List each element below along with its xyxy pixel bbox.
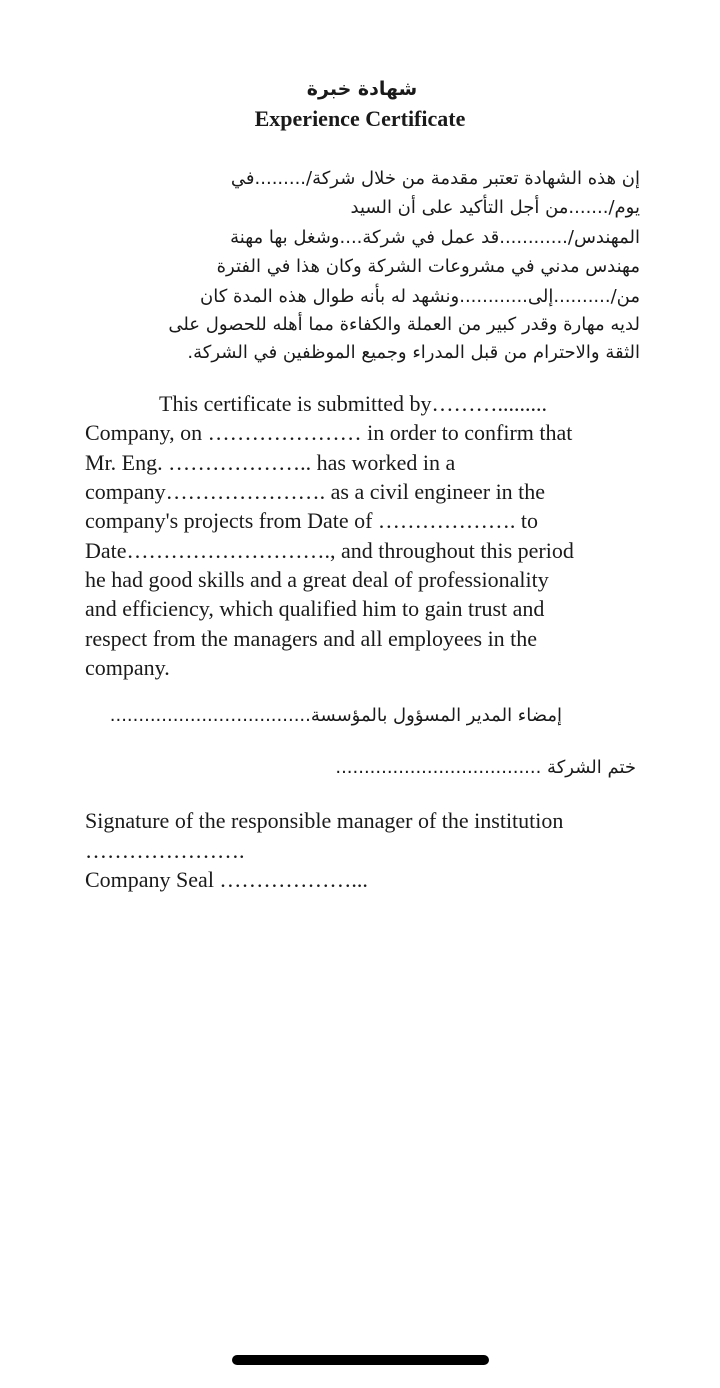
- signature-arabic: إمضاء المدير المسؤول بالمؤسسة............…....................: [109, 705, 562, 726]
- english-line: company's projects from Date of ………………. to: [85, 508, 539, 533]
- arabic-line: الثقة والاحترام من قبل المدراء وجميع الموظفين في الشركة.: [187, 342, 640, 363]
- arabic-line: مهندس مدني في مشروعات الشركة وكان هذا في الفترة: [216, 256, 640, 277]
- english-line: company.: [85, 655, 170, 680]
- english-line: he had good skills and a great deal of professionality: [85, 567, 549, 592]
- english-line: Company, on ………………… in order to confirm that: [85, 420, 573, 445]
- arabic-line: لديه مهارة وقدر كبير من العملة والكفاءة مما أهله للحصول على: [168, 314, 640, 335]
- english-line: respect from the managers and all employees in the: [85, 626, 538, 651]
- seal-english: Company Seal ………………...: [85, 867, 368, 892]
- english-line: Date………………………., and throughout this period: [85, 538, 574, 563]
- arabic-line: من/..........إلى............ونشهد له بأنه طوال هذه المدة كان: [199, 286, 640, 307]
- english-line: company…………………. as a civil engineer in the: [85, 479, 546, 504]
- signature-dots: ………………….: [85, 838, 245, 863]
- seal-arabic: ختم الشركة ....................................: [335, 757, 636, 778]
- arabic-line: إن هذه الشهادة تعتبر مقدمة من خلال شركة/.........في: [230, 168, 640, 189]
- english-line: Mr. Eng. ……………….. has worked in a: [85, 450, 456, 475]
- english-line: This certificate is submitted by……….........: [159, 391, 547, 416]
- arabic-line: يوم/.......من أجل التأكيد على أن السيد: [350, 197, 640, 218]
- home-indicator[interactable]: [232, 1355, 489, 1365]
- english-line: and efficiency, which qualified him to gain trust and: [85, 596, 545, 621]
- title-english: Experience Certificate: [254, 106, 466, 131]
- signature-english: Signature of the responsible manager of the institution: [85, 808, 564, 833]
- arabic-line: المهندس/............قد عمل في شركة....وشغل بها مهنة: [230, 227, 640, 248]
- title-arabic: شهادة خبرة: [306, 78, 418, 100]
